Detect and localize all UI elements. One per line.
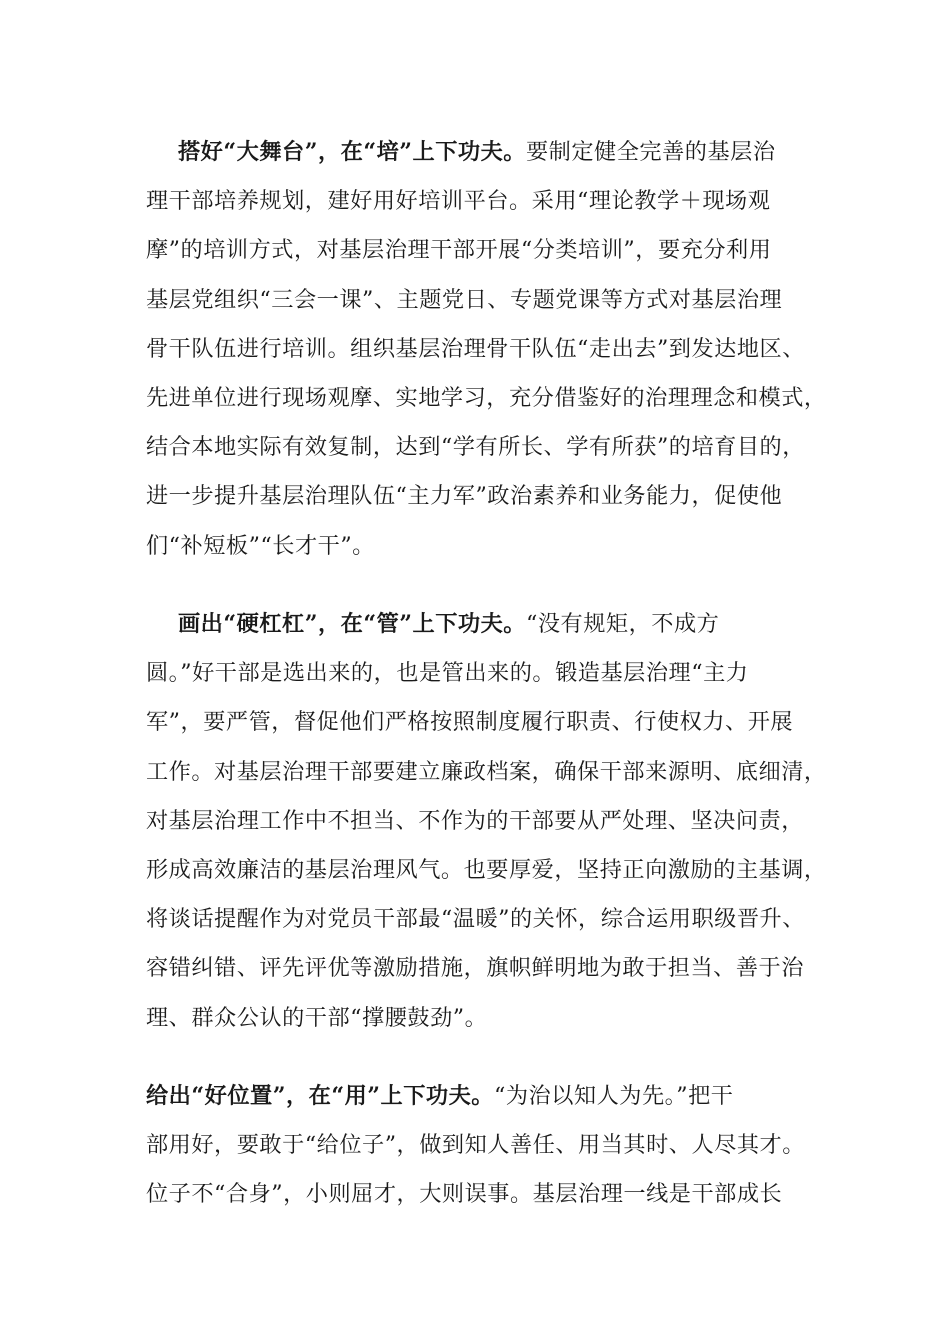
text-line: 工作。对基层治理干部要建立廉政档案，确保干部来源明、底细清，	[146, 758, 827, 785]
paragraph-lead-heading: 画出“硬杠杠”，在“管”上下功夫。	[178, 611, 526, 637]
paragraph-lead-heading: 搭好“大舞台”，在“培”上下功夫。	[178, 139, 526, 165]
text-line: “为治以知人为先。”把干	[494, 1083, 734, 1109]
paragraph-first-line	[146, 1072, 812, 1121]
text-line: 理、群众公认的干部“撑腰鼓劲”。	[146, 1004, 488, 1031]
text-line: 理干部培养规划，建好用好培训平台。采用“理论教学＋现场观	[146, 188, 771, 215]
text-line: 进一步提升基层治理队伍“主力军”政治素养和业务能力，促使他	[146, 483, 783, 510]
text-line: 先进单位进行现场观摩、实地学习，充分借鉴好的治理理念和模式，	[146, 384, 827, 411]
paragraph-first-line	[146, 600, 812, 649]
text-line: 们“补短板”“长才干”。	[146, 532, 375, 559]
paragraph-appointment	[146, 1072, 812, 1220]
text-line: 形成高效廉洁的基层治理风气。也要厚爱，坚持正向激励的主基调，	[146, 856, 827, 883]
text-line: 对基层治理工作中不担当、不作为的干部要从严处理、坚决问责，	[146, 807, 804, 834]
paragraph-first-line	[146, 128, 812, 177]
text-line: 位子不“合身”，小则屈才，大则误事。基层治理一线是干部成长	[146, 1181, 783, 1208]
text-line: 基层党组织“三会一课”、主题党日、专题党课等方式对基层治理	[146, 286, 783, 313]
text-line: “没有规矩，不成方	[526, 611, 720, 637]
paragraph-training	[146, 128, 827, 571]
text-line: 结合本地实际有效复制，达到“学有所长、学有所获”的培育目的，	[146, 434, 805, 461]
text-line: 骨干队伍进行培训。组织基层治理骨干队伍“走出去”到发达地区、	[146, 335, 805, 362]
text-line: 要制定健全完善的基层治	[526, 139, 776, 165]
text-line: 将谈话提醒作为对党员干部最“温暖”的关怀，综合运用职级晋升、	[146, 906, 805, 933]
text-line: 军”，要严管，督促他们严格按照制度履行职责、行使权力、开展	[146, 709, 794, 736]
text-line: 部用好，要敢于“给位子”，做到知人善任、用当其时、人尽其才。	[146, 1132, 805, 1159]
text-line: 圆。”好干部是选出来的，也是管出来的。锻造基层治理“主力	[146, 660, 749, 687]
text-line: 摩”的培训方式，对基层治理干部开展“分类培训”，要充分利用	[146, 237, 772, 264]
text-line: 容错纠错、评先评优等激励措施，旗帜鲜明地为敢于担当、善于治	[146, 955, 804, 982]
paragraph-management	[146, 600, 827, 1043]
paragraph-lead-heading: 给出“好位置”，在“用”上下功夫。	[146, 1083, 494, 1109]
